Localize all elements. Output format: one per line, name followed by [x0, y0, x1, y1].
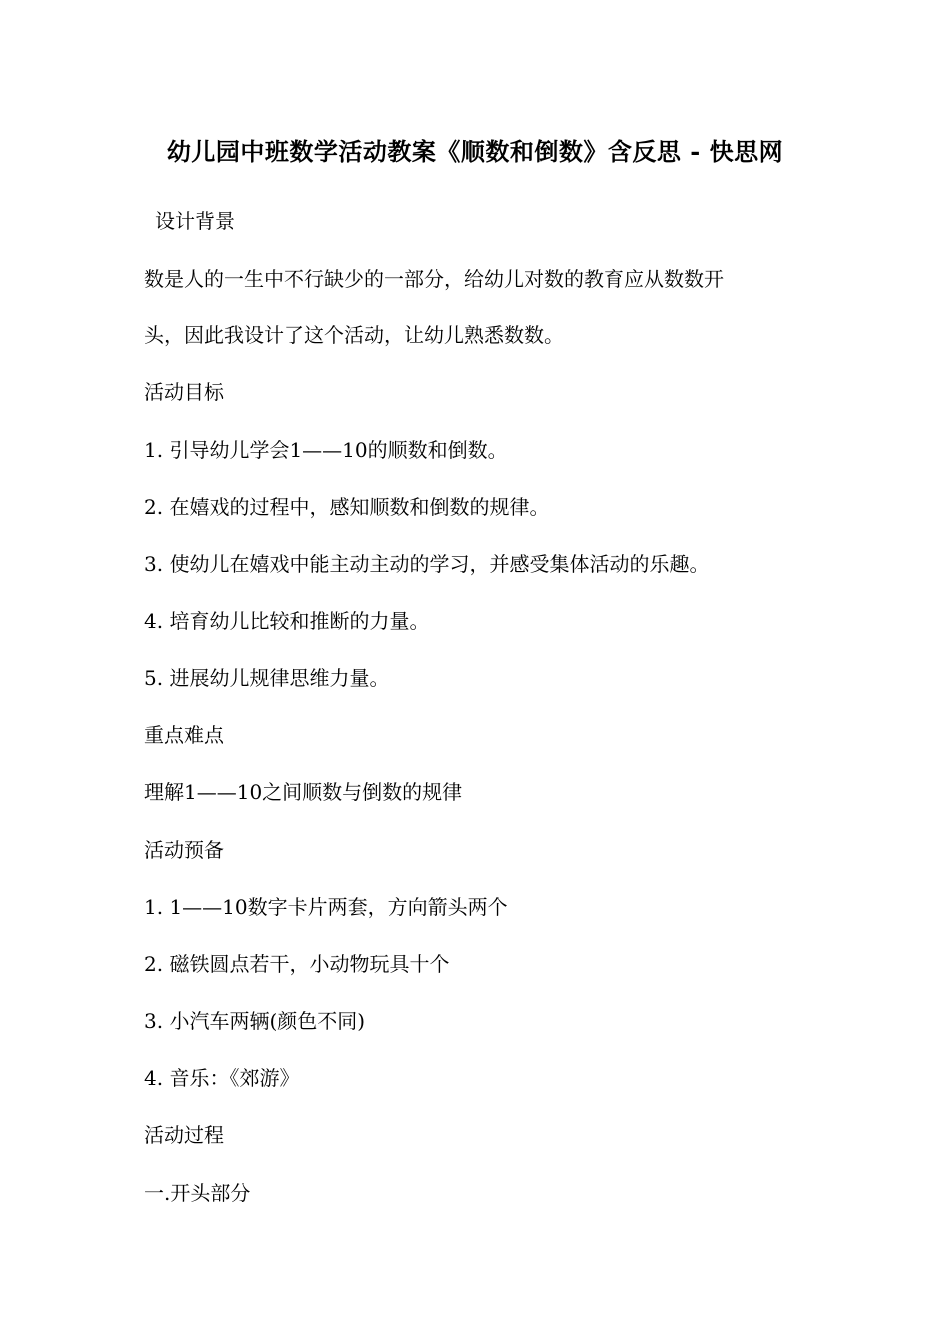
section-heading-preparation: 活动预备 — [144, 838, 224, 862]
section-heading-goals: 活动目标 — [144, 380, 224, 404]
document-title: 幼儿园中班数学活动教案《顺数和倒数》含反思 - 快思网 — [166, 137, 784, 166]
section-heading-process: 活动过程 — [144, 1123, 224, 1147]
list-item: 4. 培育幼儿比较和推断的力量。 — [144, 609, 430, 633]
section-heading-key-points: 重点难点 — [144, 723, 224, 747]
list-item: 4. 音乐：《郊游》 — [144, 1066, 300, 1090]
list-item: 2. 在嬉戏的过程中，感知顺数和倒数的规律。 — [144, 495, 550, 519]
section-heading-design-background: 设计背景 — [155, 209, 235, 233]
paragraph-line: 理解1——10之间顺数与倒数的规律 — [144, 780, 463, 804]
paragraph-line: 头，因此我设计了这个活动，让幼儿熟悉数数。 — [144, 323, 564, 347]
list-item: 3. 使幼儿在嬉戏中能主动主动的学习，并感受集体活动的乐趣。 — [144, 552, 710, 576]
list-item: 3. 小汽车两辆(颜色不同) — [144, 1009, 366, 1033]
paragraph-line: 数是人的一生中不行缺少的一部分，给幼儿对数的教育应从数数开 — [144, 267, 724, 291]
list-item: 1. 引导幼儿学会1——10的顺数和倒数。 — [144, 438, 508, 462]
list-item: 5. 进展幼儿规律思维力量。 — [144, 666, 390, 690]
list-item: 1. 1——10数字卡片两套，方向箭头两个 — [144, 895, 508, 919]
subsection-heading: 一.开头部分 — [144, 1181, 251, 1205]
list-item: 2. 磁铁圆点若干，小动物玩具十个 — [144, 952, 450, 976]
